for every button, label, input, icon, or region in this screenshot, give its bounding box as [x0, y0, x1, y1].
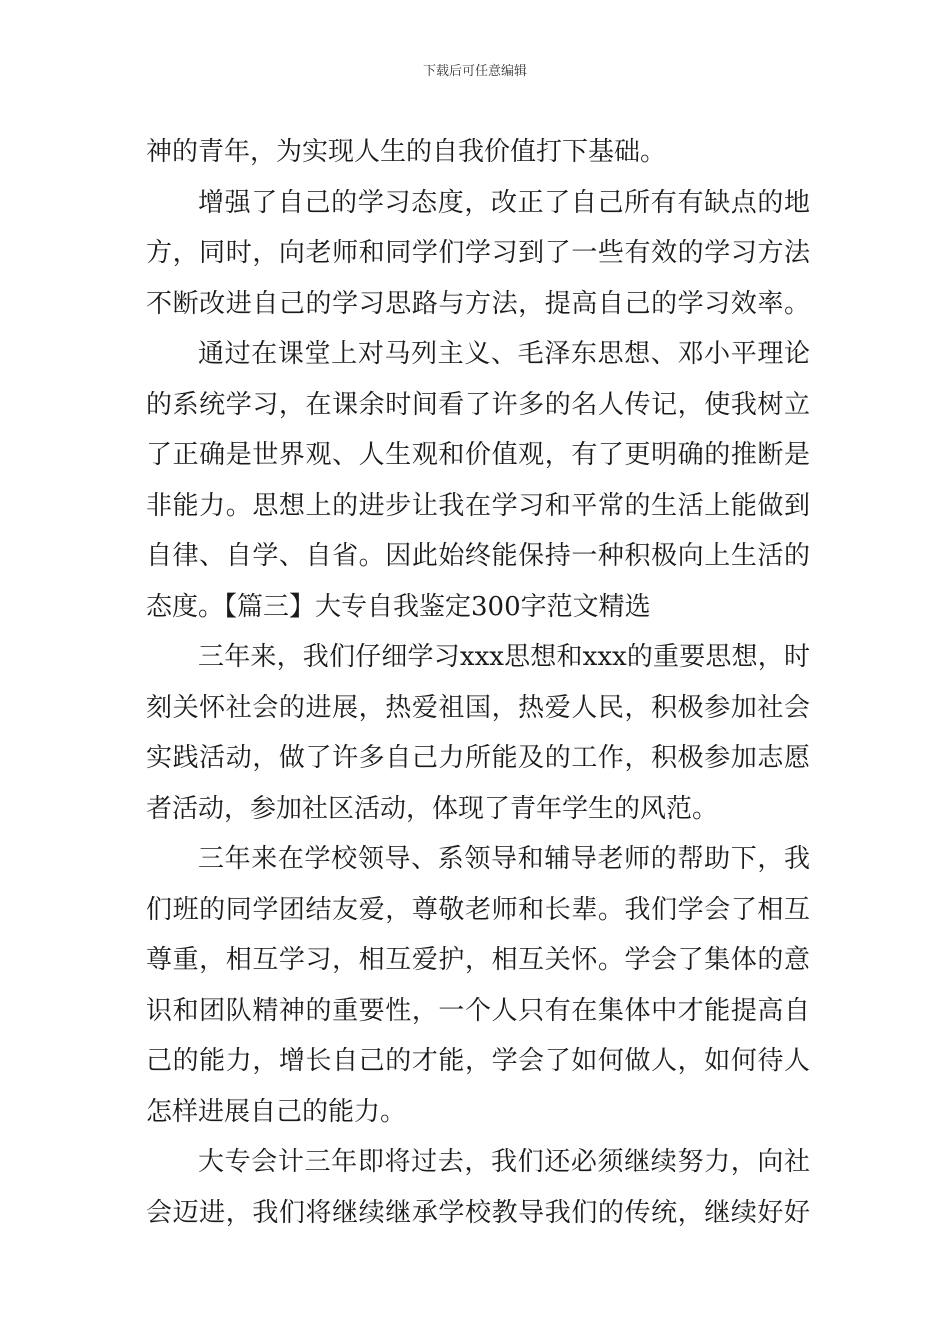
document-body — [146, 127, 810, 1238]
text-line: 们班的同学团结友爱，尊敬老师和长辈。我们学会了相互 — [146, 894, 810, 925]
text-line: 了正确是世界观、人生观和价值观，有了更明确的推断是 — [146, 440, 810, 470]
text-line: 自律、自学、自省。因此始终能保持一种积极向上生活的 — [146, 541, 810, 571]
paragraph-start-line: 三年来，我们仔细学习xxx思想和xxx的重要思想，时 — [198, 642, 810, 672]
paragraph-start-line: 通过在课堂上对马列主义、毛泽东思想、邓小平理论 — [198, 339, 810, 369]
text-line: 态度。【篇三】大专自我鉴定300字范文精选 — [146, 591, 651, 622]
paragraph-start-line: 大专会计三年即将过去，我们还必须继续努力，向社 — [198, 1147, 810, 1177]
text-line: 非能力。思想上的进步让我在学习和平常的生活上能做到 — [146, 490, 810, 521]
paragraph-start-line: 增强了自己的学习态度，改正了自己所有有缺点的地 — [198, 187, 810, 218]
text-line: 不断改进自己的学习思路与方法，提高自己的学习效率。 — [146, 288, 810, 319]
text-line: 会迈进，我们将继续继承学校教导我们的传统，继续好好 — [146, 1197, 810, 1228]
text-line: 者活动，参加社区活动，体现了青年学生的风范。 — [146, 793, 719, 824]
text-line: 方，同时，向老师和同学们学习到了一些有效的学习方法 — [146, 238, 810, 268]
paragraph-start-line: 三年来在学校领导、系领导和辅导老师的帮助下，我 — [198, 844, 810, 874]
text-line: 尊重，相互学习，相互爱护，相互关怀。学会了集体的意 — [146, 945, 810, 975]
text-line: 刻关怀社会的进展，热爱祖国，热爱人民，积极参加社会 — [146, 692, 810, 723]
text-line: 神的青年，为实现人生的自我价值打下基础。 — [146, 137, 667, 167]
text-line: 己的能力，增长自己的才能，学会了如何做人，如何待人 — [146, 1046, 810, 1076]
text-line: 识和团队精神的重要性，一个人只有在集体中才能提高自 — [146, 995, 810, 1026]
text-line: 怎样进展自己的能力。 — [146, 1096, 407, 1127]
text-line: 实践活动，做了许多自己力所能及的工作，积极参加志愿 — [146, 743, 810, 773]
text-line: 的系统学习，在课余时间看了许多的名人传记，使我树立 — [146, 389, 810, 420]
page-header: 下载后可任意编辑 — [422, 64, 527, 79]
